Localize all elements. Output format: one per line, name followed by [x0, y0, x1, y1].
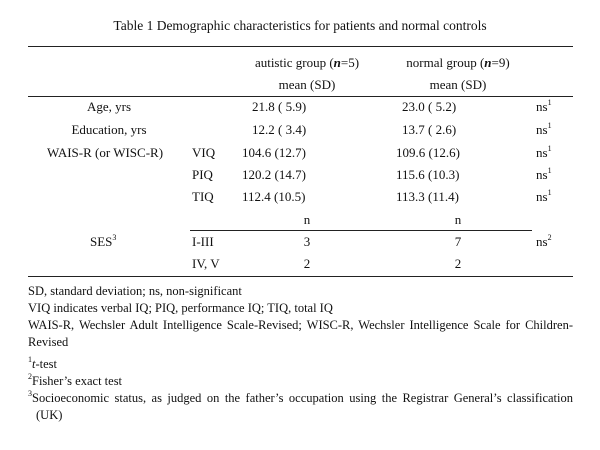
count-rule: [190, 230, 532, 231]
cell-piq-test: $ns^1$: [536, 165, 552, 182]
table-caption: Table 1 Demographic characteristics for patients and normal controls: [113, 18, 487, 33]
autistic-mean-sd-header: mean (SD): [278, 77, 336, 92]
top-rule: [28, 46, 573, 47]
table-notes: [28, 283, 573, 351]
row-sub-tiq: TIQ: [192, 189, 214, 204]
cell-age-test: $ns^1$: [536, 97, 552, 114]
row-sub-ses-4-5: IV, V: [192, 256, 220, 271]
cell-piq-normal: 115.6 (10.3): [396, 167, 460, 182]
cell-education-test: $ns^1$: [536, 120, 552, 137]
autistic-count-header: n: [303, 212, 311, 227]
footnote-1: $^1$t-test: [28, 354, 58, 371]
cell-ses-4-5-normal: 2: [454, 256, 462, 271]
cell-ses-1-3-autistic: 3: [303, 234, 311, 249]
cell-age-normal: 23.0 ( 5.2): [402, 99, 457, 114]
bottom-rule: [28, 276, 573, 277]
cell-ses-1-3-normal: 7: [454, 234, 462, 249]
row-label-age: Age, yrs: [86, 99, 132, 114]
footnote-3: $^3$Socioeconomic status, as judged on the father’s occupation using the Registrar General’s classification (UK): [28, 388, 573, 422]
cell-ses-4-5-autistic: 2: [303, 256, 311, 271]
cell-viq-autistic: 104.6 (12.7): [242, 145, 306, 160]
cell-viq-normal: 109.6 (12.6): [396, 145, 460, 160]
cell-viq-test: $ns^1$: [536, 143, 552, 160]
row-sub-piq: PIQ: [192, 167, 213, 182]
cell-education-normal: 13.7 ( 2.6): [402, 122, 457, 137]
row-label-ses: SES$^3$: [90, 232, 117, 249]
row-label-wais: WAIS-R (or WISC-R): [47, 145, 164, 160]
row-sub-ses-1-3: I-III: [192, 234, 214, 249]
row-label-education: Education, yrs: [71, 122, 147, 137]
normal-mean-sd-header: mean (SD): [429, 77, 487, 92]
cell-tiq-test: $ns^1$: [536, 187, 552, 204]
cell-tiq-normal: 113.3 (11.4): [396, 189, 459, 204]
header-rule: [28, 96, 573, 97]
note-wais: WAIS-R, Wechsler Adult Intelligence Scale-Revised; WISC-R, Wechsler Intelligence Scale for Children-Revised: [28, 318, 573, 349]
normal-count-header: n: [454, 212, 462, 227]
note-sd: SD, standard deviation; ns, non-significant: [28, 284, 242, 298]
table-footnotes: [28, 356, 573, 424]
footnote-2: $^2$Fisher’s exact test: [28, 371, 123, 388]
autistic-group-header: autistic group (n=5): [254, 55, 360, 70]
cell-piq-autistic: 120.2 (14.7): [242, 167, 306, 182]
normal-group-header: normal group (n=9): [406, 55, 510, 70]
row-sub-viq: VIQ: [192, 145, 216, 160]
cell-ses-test: $ns^2$: [536, 232, 552, 249]
cell-age-autistic: 21.8 ( 5.9): [252, 99, 307, 114]
note-iq: VIQ indicates verbal IQ; PIQ, performance IQ; TIQ, total IQ: [28, 301, 333, 315]
cell-education-autistic: 12.2 ( 3.4): [252, 122, 307, 137]
cell-tiq-autistic: 112.4 (10.5): [242, 189, 306, 204]
